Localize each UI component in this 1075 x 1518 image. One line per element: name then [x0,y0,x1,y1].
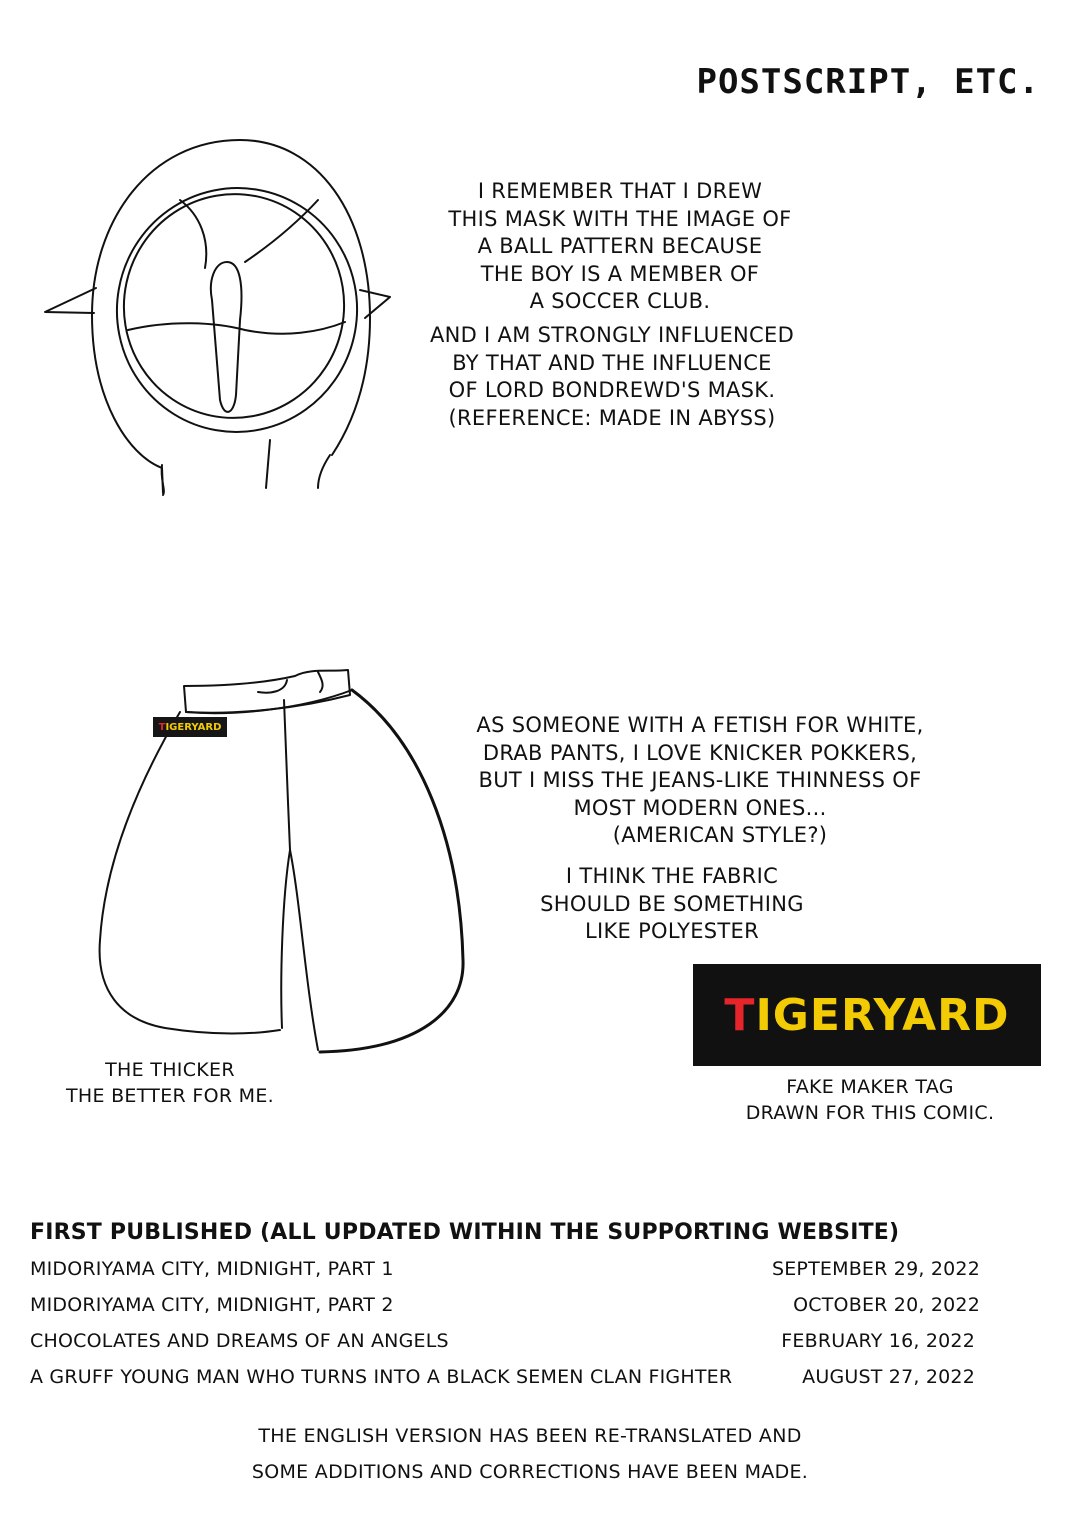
pants-note-2-line: LIKE POLYESTER [584,919,760,943]
work-title: CHOCOLATES AND DREAMS OF AN ANGELS [30,1330,449,1352]
publish-date: FEBRUARY 16, 2022 [781,1330,975,1352]
tag-rest: IGERYARD [755,989,1010,1041]
publish-date: OCTOBER 20, 2022 [793,1294,980,1316]
publish-date: AUGUST 27, 2022 [802,1366,975,1388]
pants-note-2-line: I THINK THE FABRIC [565,864,779,888]
mask-note-1-line: THE BOY IS A MEMBER OF [480,261,760,286]
mask-note-1-line: A BALL PATTERN BECAUSE [477,234,763,258]
pants-note-1-line: AS SOMEONE WITH A FETISH FOR WHITE, [476,713,924,737]
translation-note-line: THE ENGLISH VERSION HAS BEEN RE-TRANSLATED AND [258,1425,802,1447]
mask-note-2-line: AND I AM STRONGLY INFLUENCED [429,323,795,347]
pants-note-2-line: SHOULD BE SOMETHING [540,891,804,916]
pants-note-1-line: BUT I MISS THE JEANS-LIKE THINNESS OF [478,768,922,792]
pants-caption [40,1057,300,1109]
translation-note [200,1418,860,1490]
work-title: MIDORIYAMA CITY, MIDNIGHT, PART 1 [30,1258,394,1280]
mask-note-2-line: OF LORD BONDREWD'S MASK. [448,378,776,402]
pants-caption-line: THE THICKER [105,1059,235,1081]
pants-note-1-line: DRAB PANTS, I LOVE KNICKER POKKERS, [482,740,918,765]
pants-note-1-line: MOST MODERN ONES... [573,795,827,820]
pants-note-1 [440,712,960,850]
tag-caption-line: FAKE MAKER TAG [786,1076,954,1098]
translation-note-line: SOME ADDITIONS AND CORRECTIONS HAVE BEEN MADE. [251,1461,809,1483]
pants-tag-label [153,717,227,737]
list-item [30,1258,980,1294]
mask-note-2-line: (REFERENCE: MADE IN ABYSS) [448,405,776,430]
mask-note-2-line: BY THAT AND THE INFLUENCE [452,350,772,375]
work-title: MIDORIYAMA CITY, MIDNIGHT, PART 2 [30,1294,394,1316]
tag-rest: IGERYARD [165,721,222,733]
tag-caption [720,1074,1020,1126]
page-title: POSTSCRIPT, ETC. [696,62,1040,102]
tag-first-letter: T [724,989,756,1041]
tag-caption-line: DRAWN FOR THIS COMIC. [745,1102,995,1124]
publication-list [30,1258,980,1402]
pants-caption-line: THE BETTER FOR ME. [65,1085,275,1107]
work-title: A GRUFF YOUNG MAN WHO TURNS INTO A BLACK SEMEN CLAN FIGHTER [30,1366,733,1388]
list-item [30,1366,980,1402]
mask-note-1-line: A SOCCER CLUB. [529,289,711,313]
list-item [30,1294,980,1330]
publication-heading: FIRST PUBLISHED (ALL UPDATED WITHIN THE SUPPORTING WEBSITE) [30,1220,900,1245]
maker-tag-logo [693,964,1041,1066]
mask-note-1-line: THIS MASK WITH THE IMAGE OF [448,206,792,231]
pants-note-1-line: (AMERICAN STYLE?) [612,823,828,847]
mask-note-1-line: I REMEMBER THAT I DREW [477,179,763,203]
pants-note-2 [512,863,832,946]
list-item [30,1330,980,1366]
tag-first-letter: T [158,721,166,733]
publish-date: SEPTEMBER 29, 2022 [771,1258,980,1280]
